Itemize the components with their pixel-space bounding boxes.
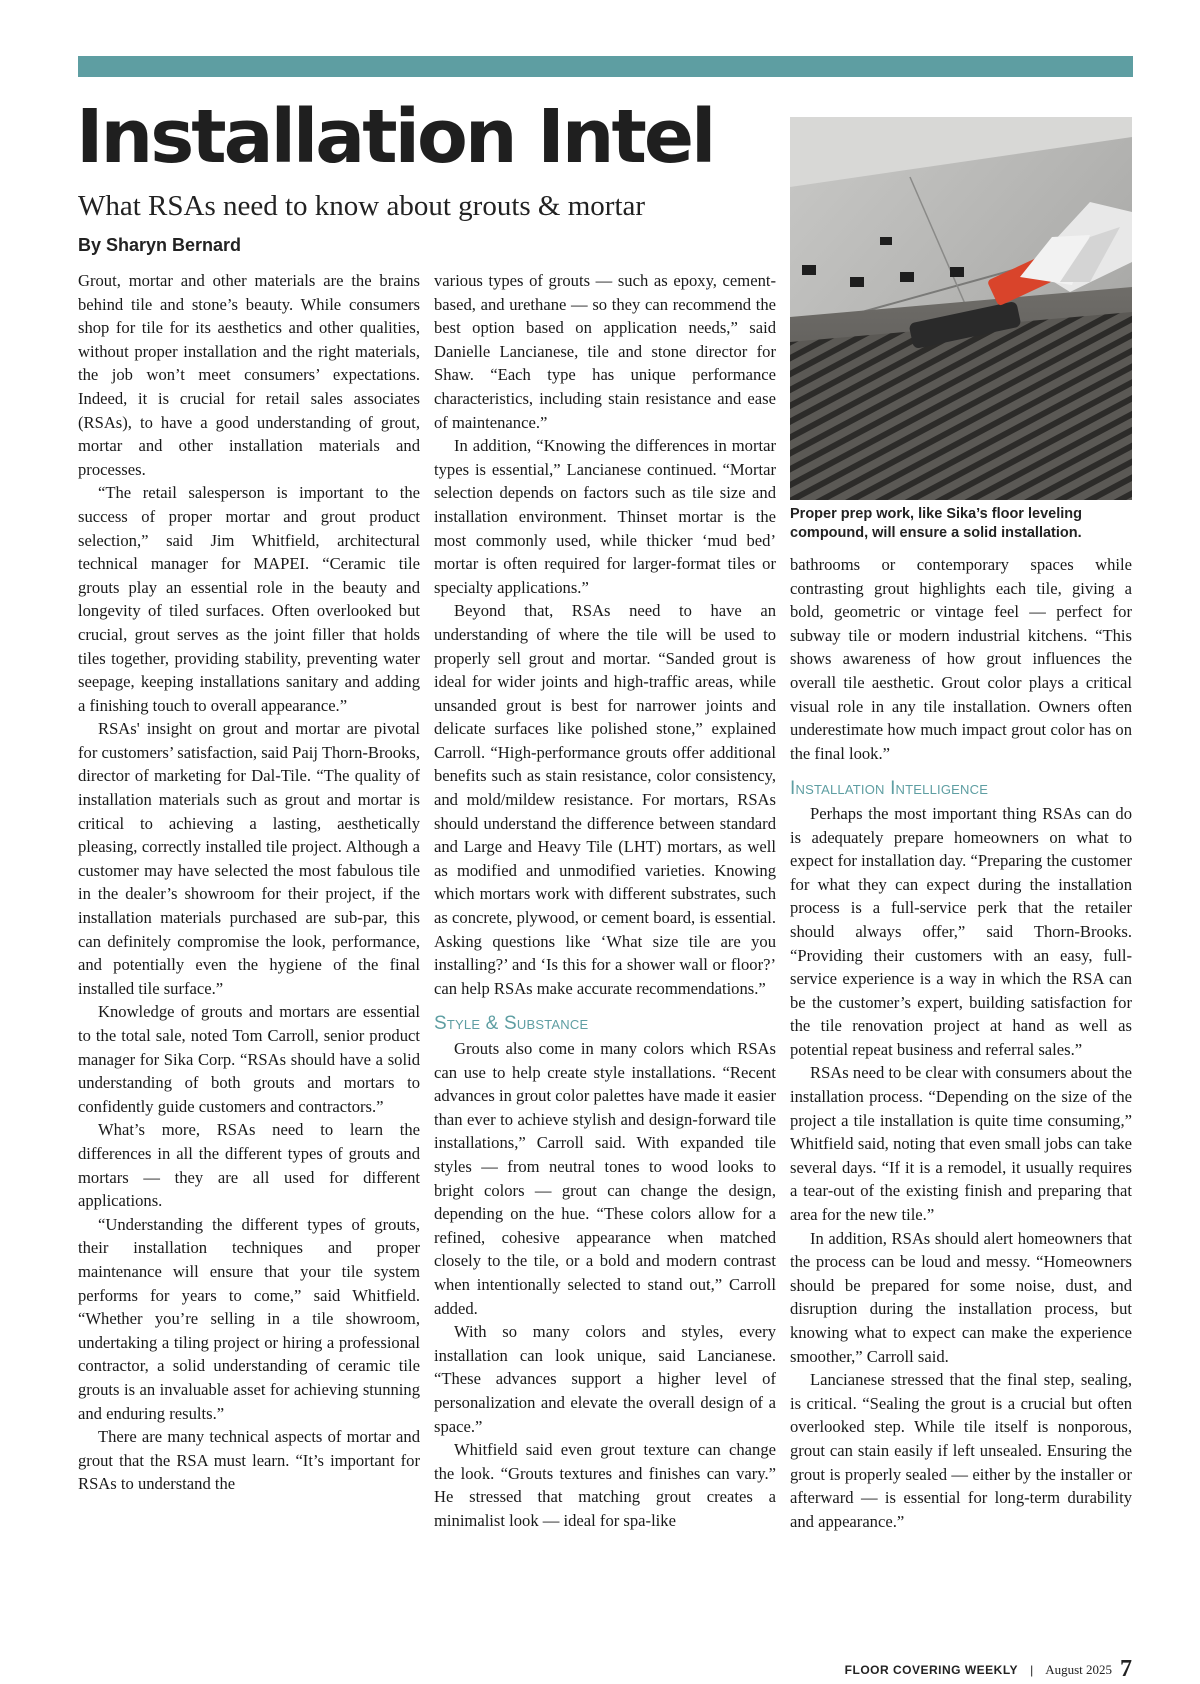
photo-caption: Proper prep work, like Sika’s floor leveling compound, will ensure a solid installation. xyxy=(790,506,1082,541)
paragraph: Knowledge of grouts and mortars are essential to the total sale, noted Tom Carroll, senior product manager for Sika Corp. “RSAs should have a solid understanding of both grouts and mortars to confidently guide customers and contractors.” xyxy=(78,1002,420,1116)
paragraph: There are many technical aspects of mortar and grout that the RSA must learn. “It’s important for RSAs to understand the xyxy=(78,1427,420,1494)
header-accent-bar xyxy=(78,56,1133,77)
paragraph: Grout, mortar and other materials are the brains behind tile and stone’s beauty. While consumers shop for tile for its aesthetics and other qualities, without proper installation and the right materials, the job won’t meet consumers’ expectations. Indeed, it is crucial for retail sales associates (RSAs), to have a good understanding of grout, mortar and other installation materials and processes. xyxy=(78,271,420,479)
paragraph: “The retail salesperson is important to the success of proper mortar and grout product selection,” said Jim Whitfield, architectural technical manager for MAPEI. “Ceramic tile grouts play an essential role in the beauty and longevity of tiled surfaces. Often overlooked but crucial, grout serves as the joint filler that holds tiles together, providing stability, preventing water seepage, keeping installations sanitary and adding a finishing touch to overall appearance.” xyxy=(78,483,420,715)
column-2 xyxy=(434,269,776,1619)
column-3 xyxy=(790,553,1132,1619)
column-1 xyxy=(78,269,420,1619)
paragraph: RSAs need to be clear with consumers about the installation process. “Depending on the size of the project a tile installation is quite time consuming,” Whitfield said, noting that even small jobs can take several days. “If it is a remodel, it usually requires a tear-out of the existing finish and preparing that area for the new tile.” xyxy=(790,1063,1132,1225)
paragraph: Perhaps the most important thing RSAs can do is adequately prepare homeowners on what to expect for installation day. “Preparing the customer for what they can expect during the installation process is a full-service perk that the retailer should always offer,” said Thorn-Brooks. “Providing their customers with an easy, full-service experience is a way in which the RSA can be the customer’s expert, building satisfaction for the tile renovation project at hand as well as potential repeat business and referral sales.” xyxy=(790,803,1132,1059)
paragraph: In addition, “Knowing the differences in mortar types is essential,” Lancianese continued. “Mortar selection depends on factors such as tile size and installation environment. Thinset mortar is the most commonly used, while thicker ‘mud bed’ mortar is often required for larger-format tiles or specialty applications.” xyxy=(434,436,776,597)
article-subtitle: What RSAs need to know about grouts & mortar xyxy=(78,190,646,222)
paragraph: With so many colors and styles, every installation can look unique, said Lancianese. “These advances support a higher level of personalization and elevate the overall design of a space.” xyxy=(434,1322,776,1436)
paragraph: Lancianese stressed that the final step, sealing, is critical. “Sealing the grout is a crucial but often overlooked step. While tile itself is nonporous, grout can stain easily if left unsealed. Ensuring the grout is properly sealed — either by the installer or afterward — is essential for long-term durability and appearance.” xyxy=(790,1370,1132,1531)
publication-name: FLOOR COVERING WEEKLY xyxy=(844,1663,1019,1677)
paragraph: Beyond that, RSAs need to have an understanding of where the tile will be used to properly sell grout and mortar. “Sanded grout is ideal for wider joints and high-traffic areas, while unsanded grout is best for narrower joints and delicate surfaces like polished stone,” explained Carroll. “High-performance grouts offer additional benefits such as stain resistance, color consistency, and mold/mildew resistance. For mortars, RSAs should understand the difference between standard and Large and Heavy Tile (LHT) mortars, as well as modified and unmodified varieties. Knowing which mortars work with different substrates, such as concrete, plywood, or cement board, is essential. Asking questions like ‘What size tile are you installing?’ and ‘Is this for a shower wall or floor?’ can help RSAs make accurate recommendations.” xyxy=(434,601,776,998)
paragraph: Whitfield said even grout texture can change the look. “Grouts textures and finishes can vary.” He stressed that matching grout creates a minimalist look — ideal for spa-like xyxy=(434,1440,776,1530)
paragraph: In addition, RSAs should alert homeowners that the process can be loud and messy. “Homeowners should be prepared for some noise, dust, and disruption during the installation process, but knowing what to expect can make the experience smoother,” Carroll said. xyxy=(790,1228,1132,1366)
paragraph: various types of grouts — such as epoxy, cement-based, and urethane — so they can recommend the best option based on application needs,” said Danielle Lancianese, tile and stone director for Shaw. “Each type has unique performance characteristics, including stain resistance and ease of maintenance.” xyxy=(434,271,776,432)
footer-separator: | xyxy=(1030,1663,1034,1677)
issue-date: August 2025 xyxy=(1045,1662,1112,1677)
section-heading-installation-intelligence: Installation Intelligence xyxy=(790,778,989,800)
article-photo xyxy=(790,117,1132,500)
page-footer xyxy=(845,1656,1132,1683)
paragraph: bathrooms or contemporary spaces while contrasting grout highlights each tile, giving a bold, geometric or vintage feel — perfect for subway tile or modern industrial kitchens. “This shows awareness of how grout influences the overall tile aesthetic. Grout color plays a critical visual role in any tile installation. Owners often underestimate how much impact grout color has on the final look.” xyxy=(790,555,1132,763)
paragraph: “Understanding the different types of grouts, their installation techniques and proper maintenance will ensure that your tile system performs for years to come,” said Whitfield. “Whether you’re selling in a tile showroom, undertaking a tiling project or hiring a professional contractor, a solid understanding of ceramic tile grouts is an invaluable asset for achieving stunning and enduring results.” xyxy=(78,1214,420,1423)
paragraph: RSAs' insight on grout and mortar are pivotal for customers’ satisfaction, said Paij Thorn-Brooks, director of marketing for Dal-Tile. “The quality of installation materials such as grout and mortar is critical to achieving a lasting, aesthetically pleasing, correctly installed tile project. Although a customer may have selected the most fabulous tile in the dealer’s showroom for their project, if the installation materials purchased are sub-par, this can definitely compromise the look, performance, and potentially even the hygiene of the final installed tile surface.” xyxy=(78,719,420,998)
article-byline: By Sharyn Bernard xyxy=(78,235,242,255)
paragraph: Grouts also come in many colors which RSAs can use to help create style installations. “Recent advances in grout color palettes have made it easier than ever to achieve stylish and design-forward tile installations,” Carroll said. With expanded tile styles — from neutral tones to wood looks to bright colors — grout can change the design, depending on the hue. “These colors allow for a refined, cohesive appearance when matched closely to the tile, or a bold and modern contrast when intentionally selected to stand out,” Carroll added. xyxy=(434,1039,776,1318)
paragraph: What’s more, RSAs need to learn the differences in all the different types of grouts and mortars — they are all used for different applications. xyxy=(78,1120,420,1211)
page-number: 7 xyxy=(1120,1656,1132,1682)
article-title: Installation Intel xyxy=(76,94,714,180)
section-heading-style-substance: Style & Substance xyxy=(434,1013,589,1035)
